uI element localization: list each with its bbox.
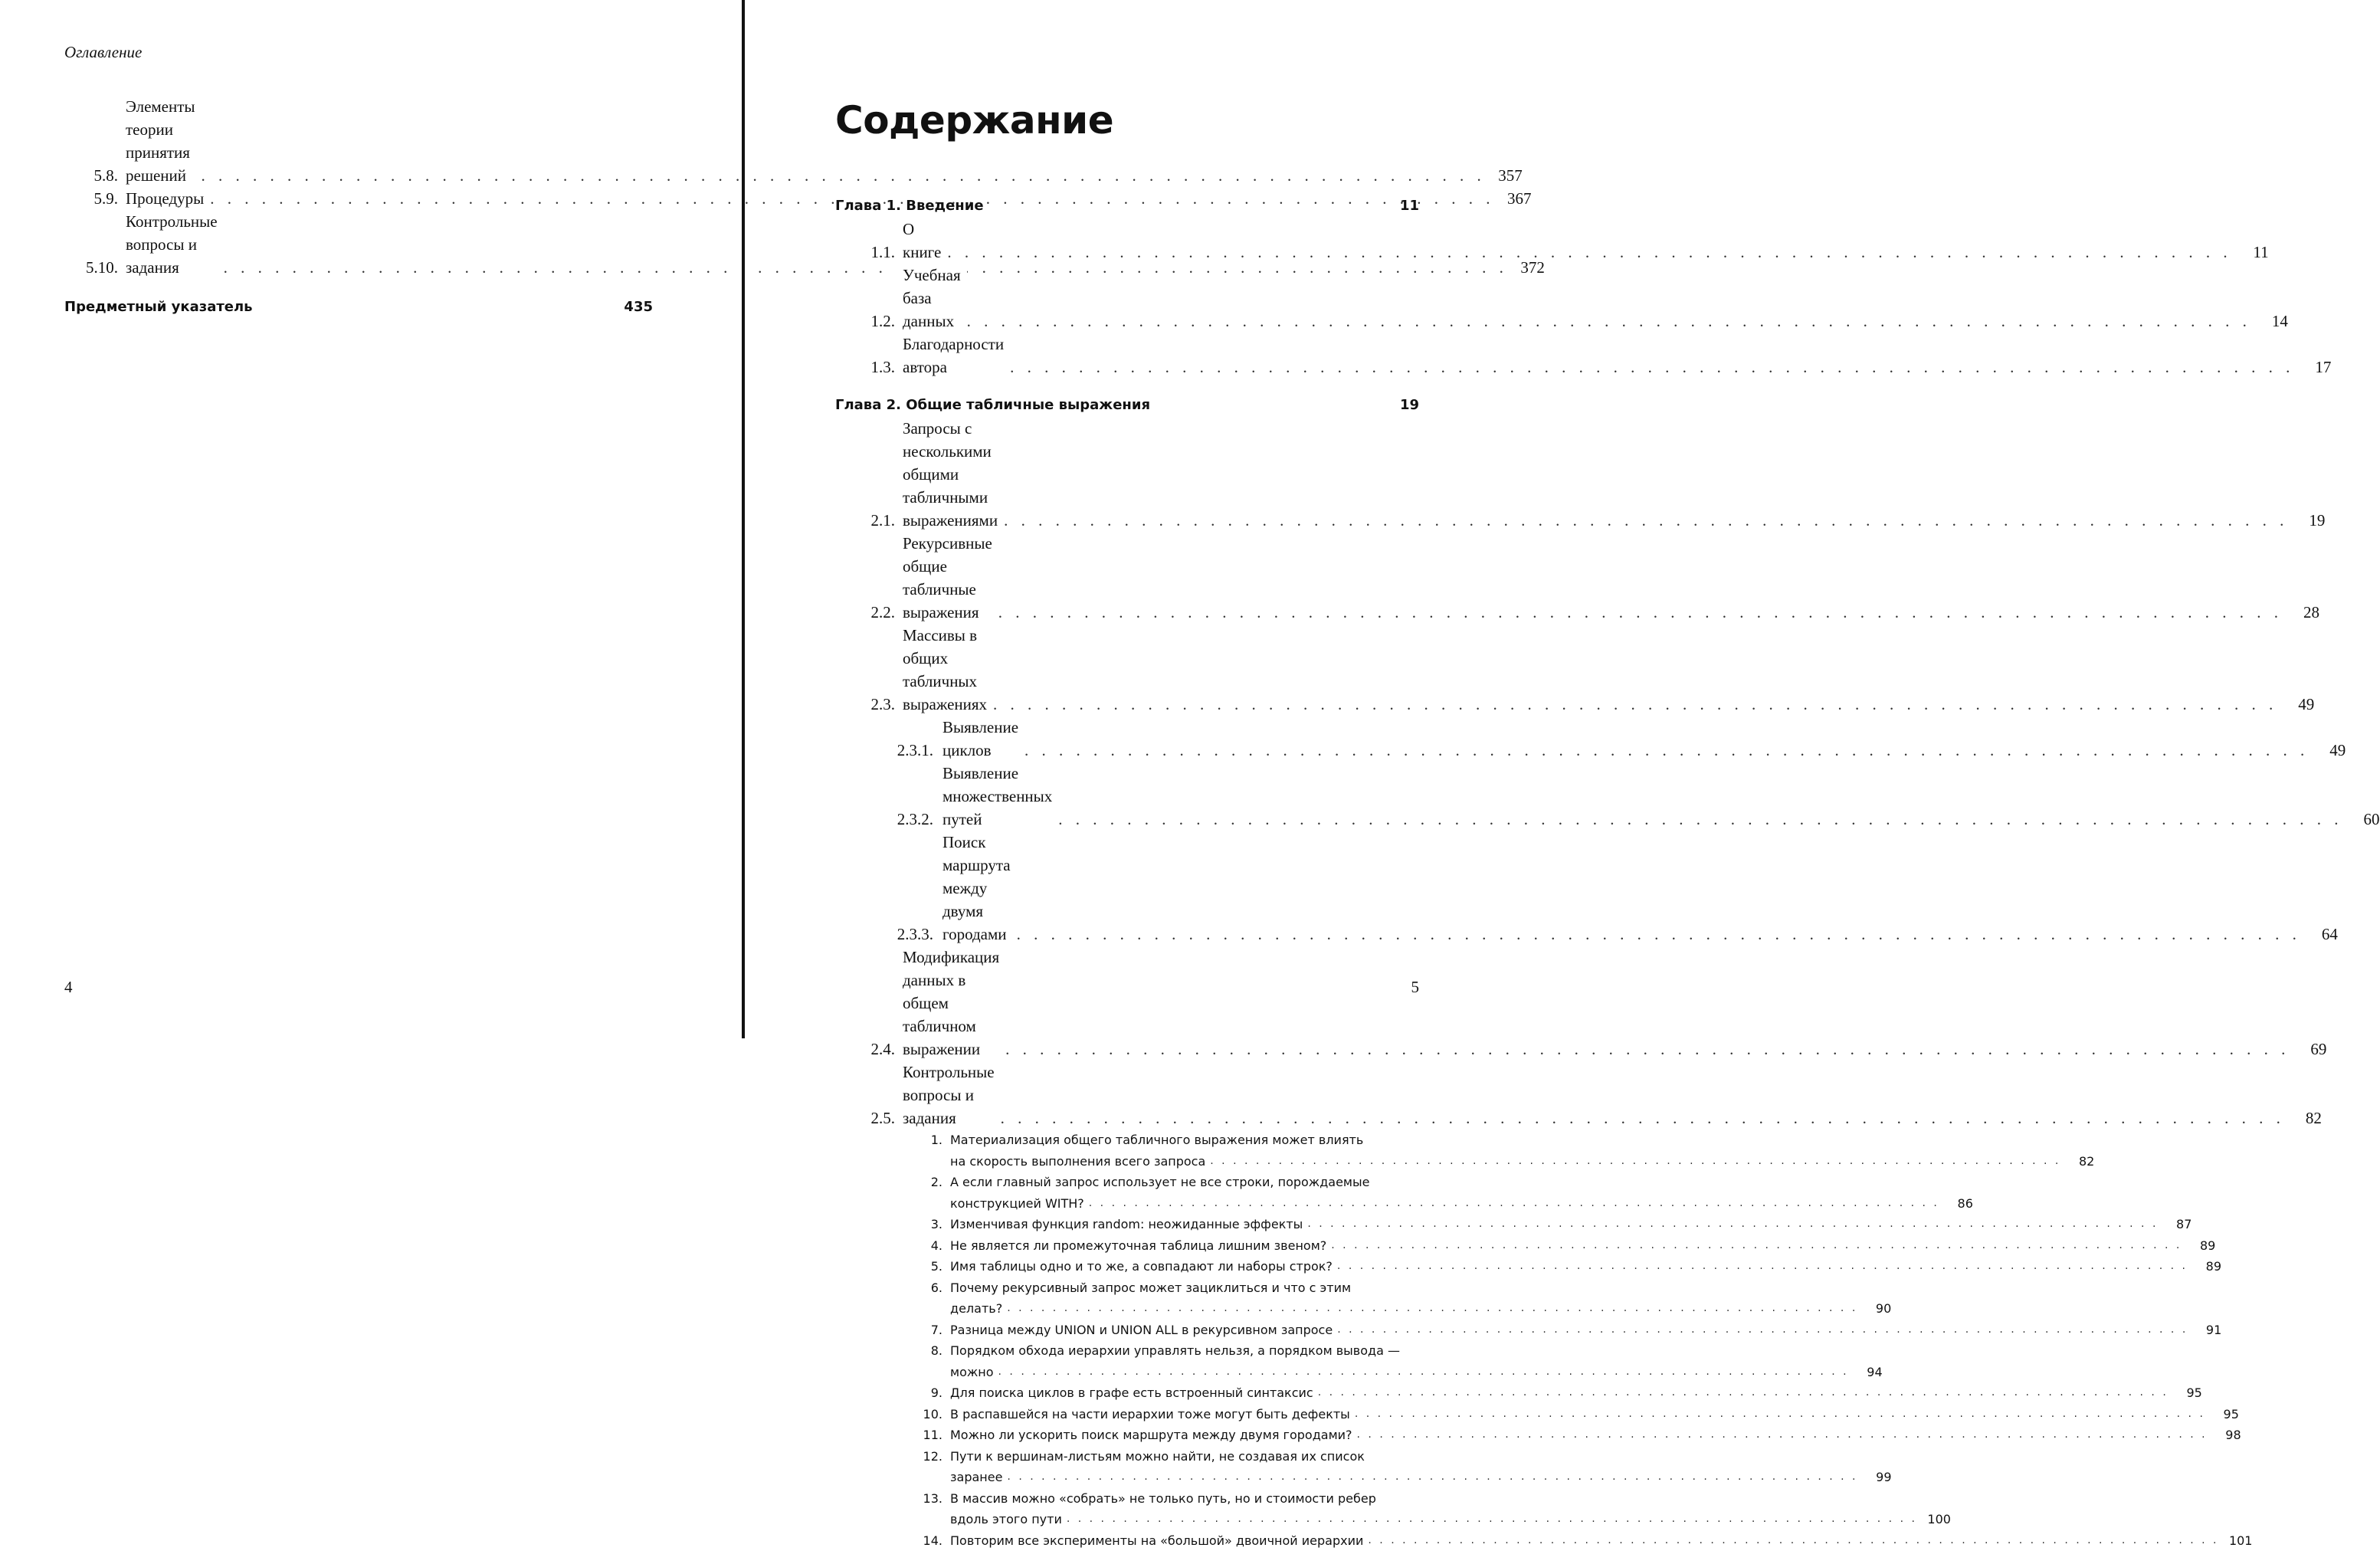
entry-title: Элементы теории принятия решений (118, 95, 202, 187)
question-last-line (950, 1298, 1891, 1320)
entry-page: 357 (1486, 164, 1523, 187)
question-number: 12. (835, 1446, 950, 1488)
toc-question-item[interactable] (835, 1235, 1419, 1257)
question-number: 10. (835, 1404, 950, 1425)
question-text: Повторим все эксперименты на «большой» двоичной иерархии (950, 1530, 1368, 1551)
entry-page: 64 (2301, 923, 2338, 946)
toc-entry-2-3-3[interactable] (835, 831, 1419, 946)
question-page: 90 (1857, 1298, 1891, 1320)
question-body (950, 1172, 1973, 1214)
chapter-title: Глава 2. Общие табличные выражения (835, 394, 1150, 417)
question-text: Изменчивая функция random: неожиданные эффекты (950, 1214, 1307, 1235)
toc-entry-2-3-2[interactable] (835, 762, 1419, 831)
toc-question-item[interactable] (835, 1277, 1419, 1320)
question-page: 89 (2182, 1235, 2215, 1257)
question-last-line (950, 1362, 1883, 1383)
page-number: 4 (64, 978, 73, 997)
question-text-line: Пути к вершинам-листьям можно найти, не создавая их список (950, 1446, 1892, 1467)
toc-question-item[interactable] (835, 1172, 1419, 1214)
question-body (950, 1488, 1951, 1530)
toc-index-entry[interactable] (64, 296, 653, 319)
page-number: 5 (1411, 978, 1420, 997)
question-text: конструкцией WITH? (950, 1193, 1089, 1215)
dot-leader (1318, 1382, 2169, 1404)
question-body (950, 1320, 2221, 1341)
entry-page: 49 (2277, 693, 2314, 716)
question-page: 82 (2060, 1151, 2094, 1172)
entry-page: 28 (2283, 601, 2319, 624)
toc-question-item[interactable] (835, 1130, 1419, 1172)
entry-number: 1.1. (835, 241, 895, 264)
entry-title: Поиск маршрута между двумя городами (933, 831, 1017, 946)
entry-number: 2.3. (835, 693, 895, 716)
dot-leader (1307, 1214, 2158, 1235)
dot-leader (1331, 1235, 2182, 1257)
question-body (950, 1530, 2252, 1551)
toc-question-item[interactable] (835, 1530, 1419, 1551)
question-body (950, 1277, 1891, 1320)
question-page: 94 (1849, 1362, 1883, 1383)
question-last-line (950, 1256, 2221, 1277)
dot-leader (998, 1362, 1849, 1383)
dot-leader (1017, 923, 2301, 946)
entry-number: 2.3.1. (835, 739, 933, 762)
chapter-title: Глава 1. Введение (835, 195, 984, 218)
question-page: 100 (1917, 1509, 1951, 1530)
dot-leader (998, 601, 2283, 624)
question-page: 99 (1858, 1467, 1892, 1488)
entry-title: Массивы в общих табличных выражениях (895, 624, 993, 716)
running-head: Оглавление (64, 43, 142, 62)
question-number: 5. (835, 1256, 950, 1277)
book-spine (742, 0, 745, 1038)
toc-question-item[interactable] (835, 1425, 1419, 1446)
question-number: 7. (835, 1320, 950, 1341)
dot-leader (1089, 1193, 1939, 1215)
question-text: можно (950, 1362, 998, 1383)
question-page: 86 (1939, 1193, 1973, 1215)
entry-number: 5.10. (64, 256, 118, 279)
toc-entry-2-4[interactable] (835, 946, 1419, 1061)
question-body (950, 1340, 1883, 1382)
toc-entry-2-3-1[interactable] (835, 716, 1419, 762)
question-last-line (950, 1467, 1892, 1488)
question-page: 98 (2208, 1425, 2241, 1446)
question-text: Разница между UNION и UNION ALL в рекурсивном запросе (950, 1320, 1337, 1341)
toc-entry-2-3[interactable] (835, 624, 1419, 716)
question-body (950, 1235, 2215, 1257)
entry-title: Модификация данных в общем табличном выражении (895, 946, 1005, 1061)
entry-title: Благодарности автора (895, 333, 1010, 379)
question-text: Не является ли промежуточная таблица лишним звеном? (950, 1235, 1331, 1257)
toc-question-item[interactable] (835, 1340, 1419, 1382)
entry-title: Запросы с несколькими общими табличными выражениями (895, 417, 1004, 532)
entry-page: 60 (2343, 808, 2380, 831)
entry-number: 1.3. (835, 356, 895, 379)
question-number: 9. (835, 1382, 950, 1404)
left-page (0, 0, 742, 1038)
dot-leader (1007, 1298, 1857, 1320)
question-body (950, 1425, 2241, 1446)
index-page: 435 (624, 296, 653, 319)
entry-title: О книге (895, 218, 947, 264)
toc-entry-5-10[interactable] (64, 210, 653, 279)
question-page: 101 (2218, 1530, 2252, 1551)
question-body (950, 1404, 2239, 1425)
question-number: 13. (835, 1488, 950, 1530)
entry-title: Выявление множественных путей (933, 762, 1058, 831)
entry-number: 1.2. (835, 310, 895, 333)
dot-leader (947, 241, 2231, 264)
entry-number: 5.8. (64, 164, 118, 187)
chapter-page: 19 (1400, 394, 1419, 417)
page-title: Содержание (835, 98, 1113, 143)
question-text-line: А если главный запрос использует не все строки, порождаемые (950, 1172, 1973, 1193)
question-text: вдоль этого пути (950, 1509, 1067, 1530)
question-body (950, 1214, 2192, 1235)
entry-number: 5.9. (64, 187, 118, 210)
toc-chapter-1[interactable] (835, 195, 1419, 218)
entry-page: 19 (2288, 509, 2325, 532)
dot-leader (1210, 1151, 2060, 1172)
question-number: 8. (835, 1340, 950, 1382)
question-body (950, 1256, 2221, 1277)
question-number: 6. (835, 1277, 950, 1320)
question-page: 91 (2188, 1320, 2221, 1341)
question-last-line (950, 1509, 1951, 1530)
question-body (950, 1130, 2094, 1172)
toc-question-item[interactable] (835, 1214, 1419, 1235)
toc-entry-5-8[interactable] (64, 95, 653, 187)
toc-question-item[interactable] (835, 1404, 1419, 1425)
dot-leader (1058, 808, 2342, 831)
toc-question-item[interactable] (835, 1320, 1419, 1341)
question-number: 11. (835, 1425, 950, 1446)
question-text-line: Материализация общего табличного выражения может влиять (950, 1130, 2094, 1151)
dot-leader (1004, 509, 2288, 532)
question-number: 2. (835, 1172, 950, 1214)
entry-title: Контрольные вопросы и задания (895, 1061, 1001, 1130)
entry-title: Рекурсивные общие табличные выражения (895, 532, 998, 624)
question-last-line (950, 1425, 2241, 1446)
dot-leader (1337, 1256, 2188, 1277)
question-last-line (950, 1235, 2215, 1257)
entry-page: 69 (2290, 1038, 2326, 1061)
toc-question-item[interactable] (835, 1488, 1419, 1530)
question-number: 14. (835, 1530, 950, 1551)
toc-entry-2-2[interactable] (835, 532, 1419, 624)
entry-page: 14 (2251, 310, 2288, 333)
question-last-line (950, 1214, 2192, 1235)
entry-number: 2.5. (835, 1107, 895, 1130)
dot-leader (967, 310, 2251, 333)
question-text: В распавшейся на части иерархии тоже могут быть дефекты (950, 1404, 1355, 1425)
left-toc (64, 95, 653, 319)
dot-leader (1355, 1404, 2205, 1425)
question-text-line: Порядком обхода иерархии управлять нельзя, а порядком вывода — (950, 1340, 1883, 1362)
dot-leader (1010, 356, 2294, 379)
toc-question-item[interactable] (835, 1382, 1419, 1404)
toc-entry-1-3[interactable] (835, 333, 1419, 379)
entry-number: 2.3.3. (835, 923, 933, 946)
question-text: делать? (950, 1298, 1007, 1320)
entry-page: 49 (2309, 739, 2346, 762)
dot-leader (1357, 1425, 2208, 1446)
question-text: заранее (950, 1467, 1007, 1488)
question-page: 87 (2158, 1214, 2192, 1235)
question-text: Для поиска циклов в графе есть встроенный синтаксис (950, 1382, 1318, 1404)
question-last-line (950, 1151, 2094, 1172)
dot-leader (1001, 1107, 2285, 1130)
question-number: 3. (835, 1214, 950, 1235)
entry-number: 2.2. (835, 601, 895, 624)
question-text-line: Почему рекурсивный запрос может зациклиться и что с этим (950, 1277, 1891, 1299)
toc-question-item[interactable] (835, 1256, 1419, 1277)
chapter-page: 11 (1400, 195, 1419, 218)
entry-page: 372 (1508, 256, 1545, 279)
dot-leader (1005, 1038, 2290, 1061)
question-text: Имя таблицы одно и то же, а совпадают ли наборы строк? (950, 1256, 1337, 1277)
toc-entry-1-1[interactable] (835, 218, 1419, 264)
toc-entry-1-2[interactable] (835, 264, 1419, 333)
question-page: 89 (2188, 1256, 2221, 1277)
entry-number: 2.1. (835, 509, 895, 532)
toc-entry-5-9[interactable] (64, 187, 653, 210)
dot-leader (1067, 1509, 1917, 1530)
question-body (950, 1382, 2202, 1404)
question-number: 4. (835, 1235, 950, 1257)
right-toc (835, 195, 1419, 1551)
question-last-line (950, 1404, 2239, 1425)
dot-leader (1368, 1530, 2218, 1551)
toc-entry-2-5[interactable] (835, 1061, 1419, 1130)
question-page: 95 (2169, 1382, 2202, 1404)
dot-leader (1024, 739, 2309, 762)
entry-page: 17 (2294, 356, 2331, 379)
question-last-line (950, 1382, 2202, 1404)
index-title: Предметный указатель (64, 296, 253, 319)
question-last-line (950, 1530, 2252, 1551)
entry-title: Выявление циклов (933, 716, 1024, 762)
entry-title: Процедуры (118, 187, 210, 210)
question-last-line (950, 1193, 1973, 1215)
entry-page: 82 (2285, 1107, 2322, 1130)
question-last-line (950, 1320, 2221, 1341)
question-text: Можно ли ускорить поиск маршрута между двумя городами? (950, 1425, 1357, 1446)
entry-title: Учебная база данных (895, 264, 967, 333)
entry-number: 2.4. (835, 1038, 895, 1061)
toc-question-item[interactable] (835, 1446, 1419, 1488)
question-number: 1. (835, 1130, 950, 1172)
entry-page: 11 (2232, 241, 2269, 264)
question-text: на скорость выполнения всего запроса (950, 1151, 1210, 1172)
question-page: 95 (2205, 1404, 2239, 1425)
dot-leader (1337, 1320, 2188, 1341)
entry-page: 367 (1495, 187, 1532, 210)
question-list (835, 1130, 1419, 1551)
dot-leader (1007, 1467, 1857, 1488)
question-body (950, 1446, 1892, 1488)
toc-chapter-2[interactable] (835, 394, 1419, 417)
question-text-line: В массив можно «собрать» не только путь, но и стоимости ребер (950, 1488, 1951, 1510)
right-page (748, 0, 1490, 1038)
dot-leader (993, 693, 2277, 716)
toc-entry-2-1[interactable] (835, 417, 1419, 532)
entry-number: 2.3.2. (835, 808, 933, 831)
entry-title: Контрольные вопросы и задания (118, 210, 224, 279)
